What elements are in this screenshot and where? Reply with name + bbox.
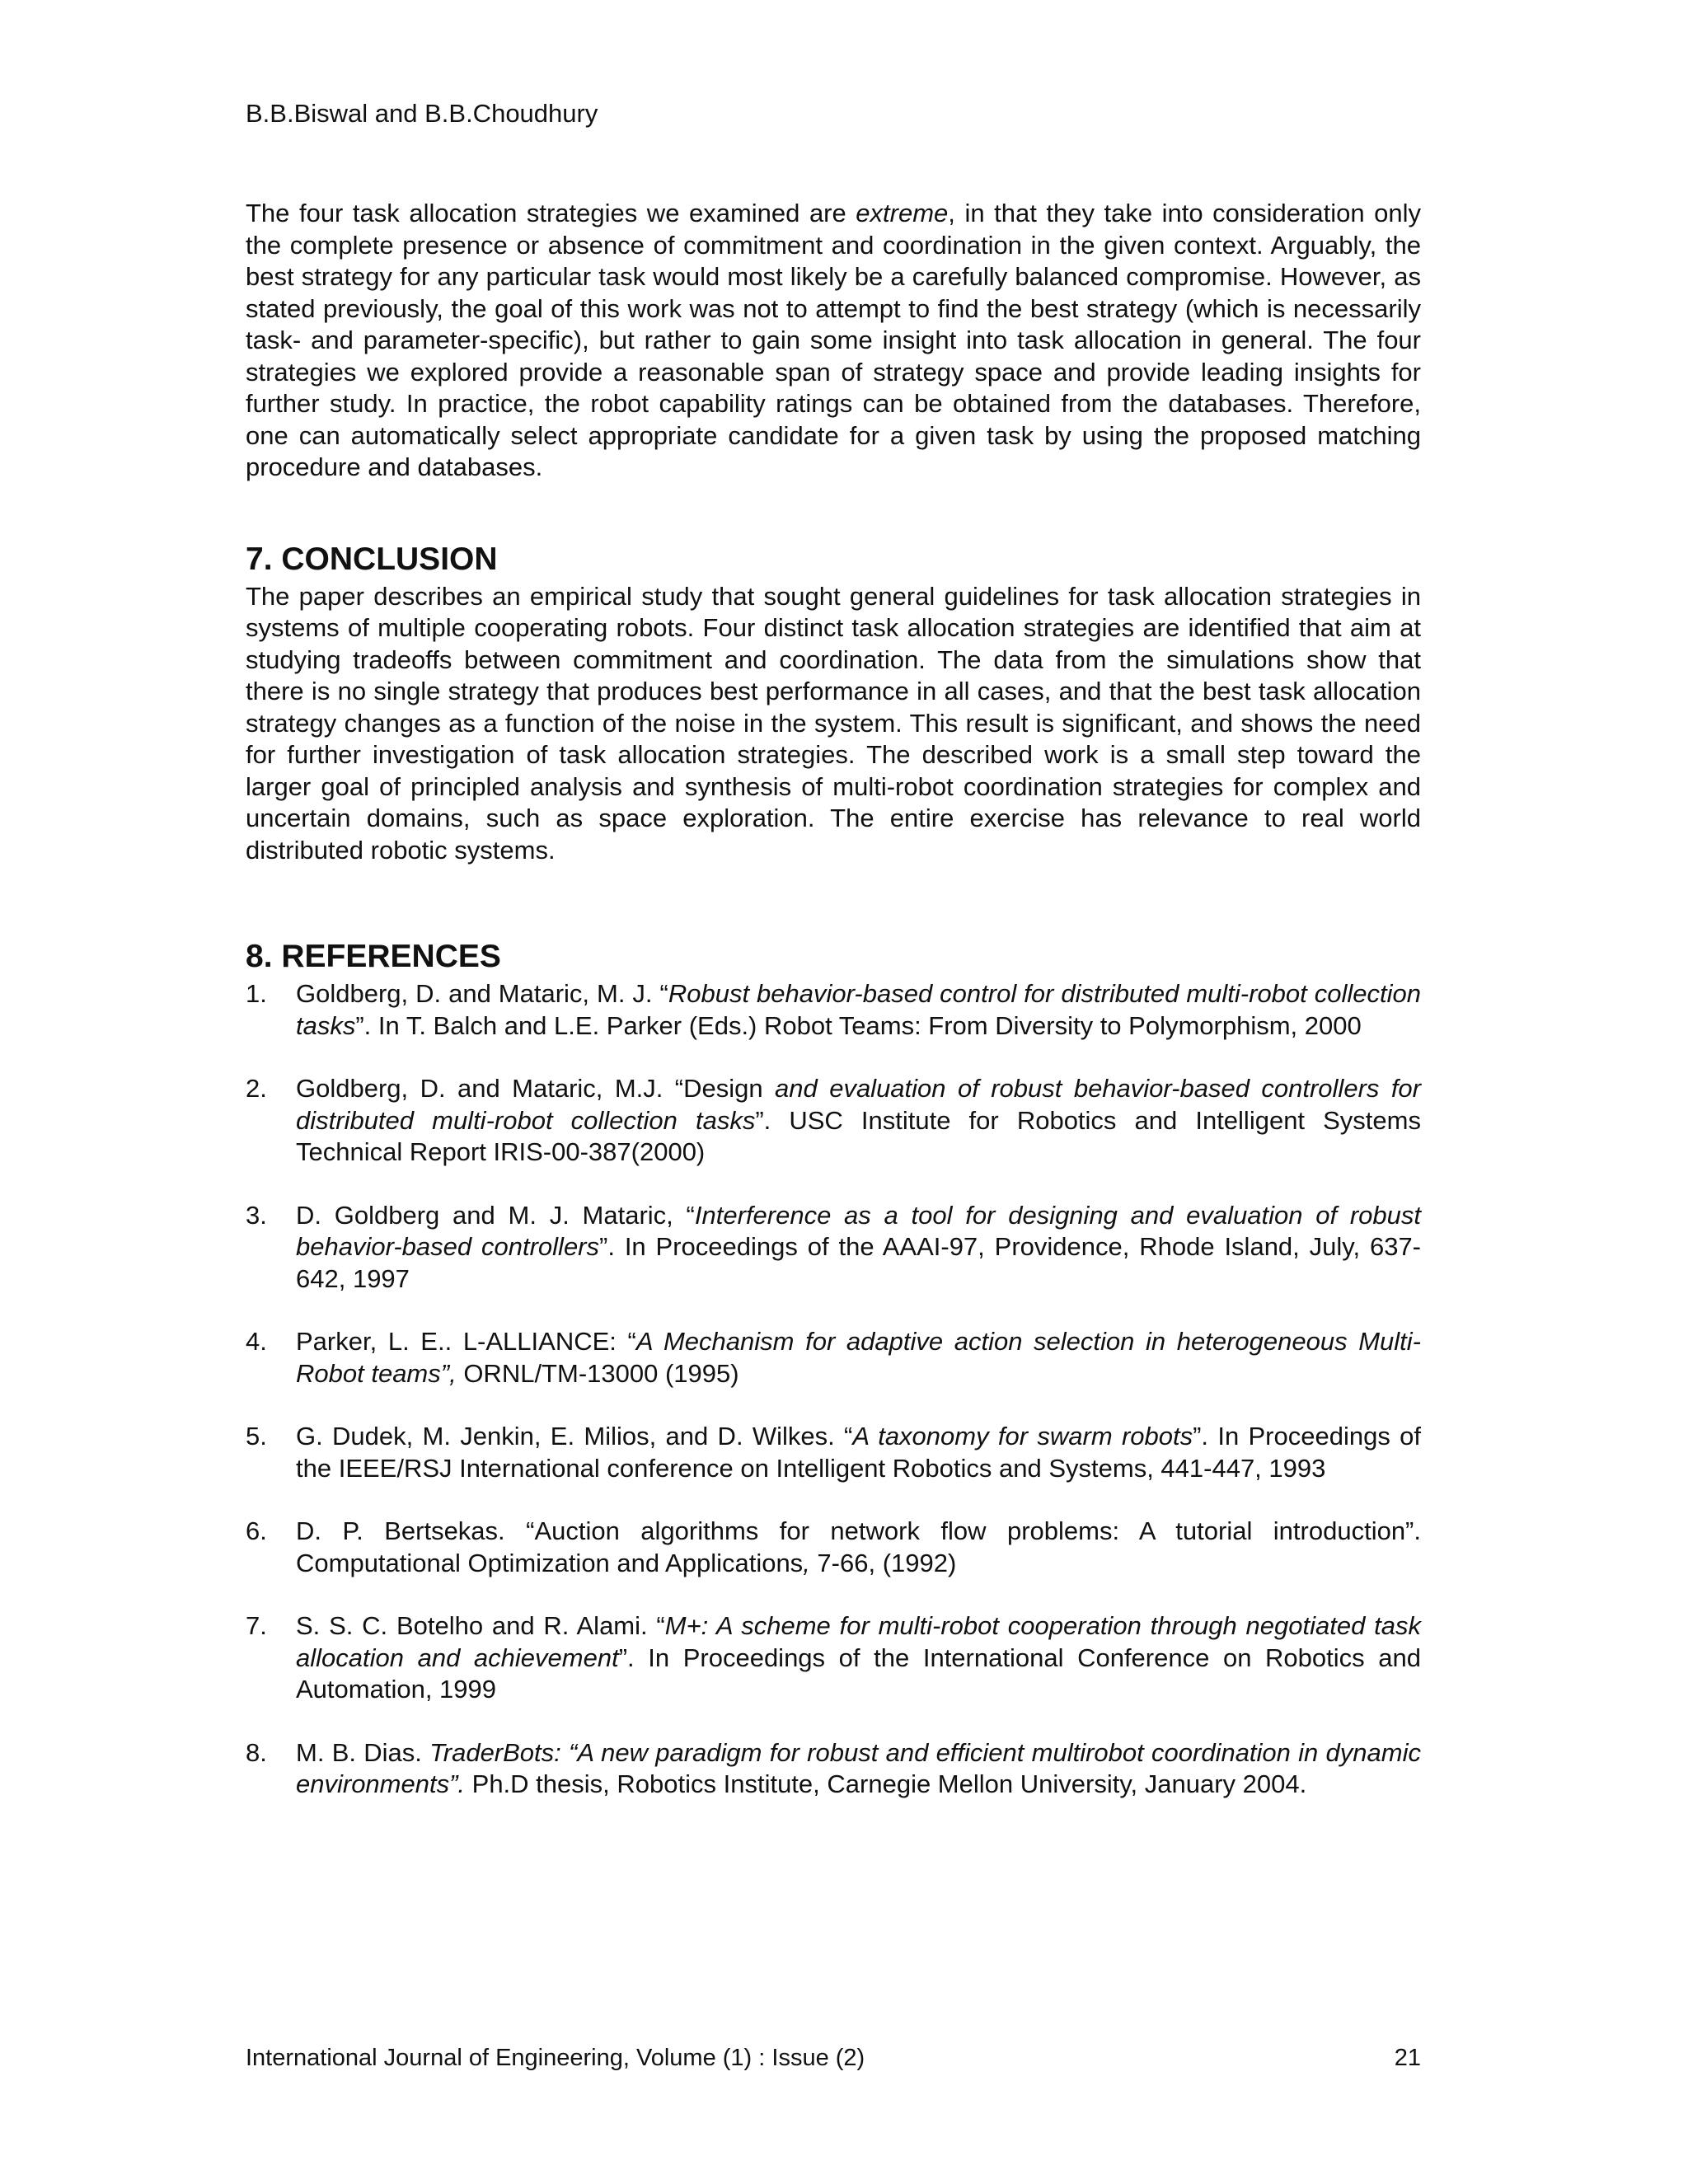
reference-text: G. Dudek, M. Jenkin, E. Milios, and D. Wilkes. “ bbox=[296, 1422, 853, 1451]
reference-number: 2. bbox=[246, 1074, 267, 1103]
intro-emphasis: extreme bbox=[856, 199, 949, 227]
reference-text: ORNL/TM-13000 (1995) bbox=[456, 1358, 739, 1388]
reference-title: A Mechanism for adaptive action selection in heterogeneous Multi-Robot teams”, bbox=[296, 1327, 1421, 1388]
reference-text: ”. In Proceedings of the AAAI-97, Providence, Rhode Island, July, 637-642, 1997 bbox=[296, 1232, 1422, 1293]
reference-text: Parker, L. E.. L-ALLIANCE: “ bbox=[296, 1327, 636, 1356]
reference-title: M+: A scheme for multi-robot cooperation through negotiated task allocation and achievement bbox=[296, 1611, 1421, 1672]
reference-title: , bbox=[803, 1548, 810, 1577]
reference-item-8 bbox=[246, 1737, 1421, 1801]
reference-title: and evaluation of robust behavior-based controllers for distributed multi-robot collection tasks bbox=[296, 1074, 1421, 1135]
reference-title: Robust behavior-based control for distributed multi-robot collection tasks bbox=[296, 979, 1421, 1040]
reference-item-4 bbox=[246, 1326, 1421, 1390]
reference-text: ”. In T. Balch and L.E. Parker (Eds.) Robot Teams: From Diversity to Polymorphism, 2000 bbox=[355, 1010, 1362, 1040]
page-number: 21 bbox=[1394, 2045, 1421, 2071]
reference-text: M. B. Dias. bbox=[296, 1737, 430, 1767]
reference-text: Ph.D thesis, Robotics Institute, Carnegie Mellon University, January 2004. bbox=[465, 1769, 1307, 1798]
intro-text-1: The four task allocation strategies we examined are bbox=[246, 199, 856, 227]
reference-item-5 bbox=[246, 1421, 1421, 1484]
reference-title: Interference as a tool for designing and evaluation of robust behavior-based controllers bbox=[296, 1200, 1421, 1261]
references-heading: 8. REFERENCES bbox=[246, 939, 501, 974]
conclusion-paragraph: The paper describes an empirical study that sought general guidelines for task allocation strategies in systems of multiple cooperating robots. Four distinct task allocation strategies are identified that aim at studying tradeoffs between commitment and coordination. The data from the simulations show that there is no single strategy that produces best performance in all cases, and that the best task allocation strategy changes as a function of the noise in the system. This result is significant, and shows the need for further investigation of task allocation strategies. The described work is a small step toward the larger goal of principled analysis and synthesis of multi-robot coordination strategies for complex and uncertain domains, such as space exploration. The entire exercise has relevance to real world distributed robotic systems. bbox=[246, 581, 1421, 865]
main-content bbox=[246, 198, 1421, 1832]
reference-title: TraderBots: “A new paradigm for robust and efficient multirobot coordination in dynamic environments”. bbox=[296, 1737, 1421, 1798]
reference-number: 8. bbox=[246, 1737, 267, 1767]
reference-item-1 bbox=[246, 978, 1421, 1042]
reference-number: 5. bbox=[246, 1422, 267, 1451]
reference-text: Goldberg, D. and Mataric, M.J. “Design bbox=[296, 1074, 776, 1103]
intro-text-2: , in that they take into consideration only the complete presence or absence of commitment and coordination in the given context. Arguably, the best strategy for any particular task would most likely be a carefully balanced compromise. However, as stated previously, the goal of this work was not to attempt to find the best strategy (which is necessarily task- and parameter-specific), but rather to gain some insight into task allocation in general. The four strategies we explored provide a reasonable span of strategy space and provide leading insights for further study. In practice, the robot capability ratings can be obtained from the databases. Therefore, one can automatically select appropriate candidate for a given task by using the proposed matching procedure and databases. bbox=[246, 199, 1421, 481]
reference-number: 6. bbox=[246, 1516, 267, 1545]
reference-list bbox=[246, 978, 1421, 1801]
reference-text: ”. USC Institute for Robotics and Intelligent Systems Technical Report IRIS-00-387(2000) bbox=[296, 1105, 1421, 1166]
reference-number: 1. bbox=[246, 979, 267, 1008]
reference-item-6 bbox=[246, 1516, 1421, 1579]
reference-title: A taxonomy for swarm robots bbox=[852, 1422, 1193, 1451]
journal-name: International Journal of Engineering, Volume (1) : Issue (2) bbox=[246, 2045, 865, 2071]
reference-text: 7-66, (1992) bbox=[809, 1548, 957, 1577]
reference-text: D. P. Bertsekas. “Auction algorithms for network flow problems: A tutorial introduction”. Computational Optimization and Applications bbox=[296, 1516, 1421, 1577]
reference-item-3 bbox=[246, 1200, 1421, 1296]
reference-number: 3. bbox=[246, 1200, 267, 1230]
reference-text: Goldberg, D. and Mataric, M. J. “ bbox=[296, 979, 668, 1008]
reference-number: 4. bbox=[246, 1327, 267, 1356]
reference-number: 7. bbox=[246, 1611, 267, 1640]
reference-text: ”. In Proceedings of the International Conference on Robotics and Automation, 1999 bbox=[296, 1643, 1421, 1704]
running-header: B.B.Biswal and B.B.Choudhury bbox=[246, 99, 598, 128]
reference-item-7 bbox=[246, 1610, 1421, 1706]
reference-text: D. Goldberg and M. J. Mataric, “ bbox=[296, 1200, 695, 1230]
reference-text: ”. In Proceedings of the IEEE/RSJ International conference on Intelligent Robotics and Systems, 441-447, 1993 bbox=[296, 1422, 1421, 1483]
intro-paragraph bbox=[246, 198, 1421, 484]
reference-text: S. S. C. Botelho and R. Alami. “ bbox=[296, 1611, 665, 1640]
reference-item-2 bbox=[246, 1073, 1421, 1169]
conclusion-heading: 7. CONCLUSION bbox=[246, 541, 498, 577]
